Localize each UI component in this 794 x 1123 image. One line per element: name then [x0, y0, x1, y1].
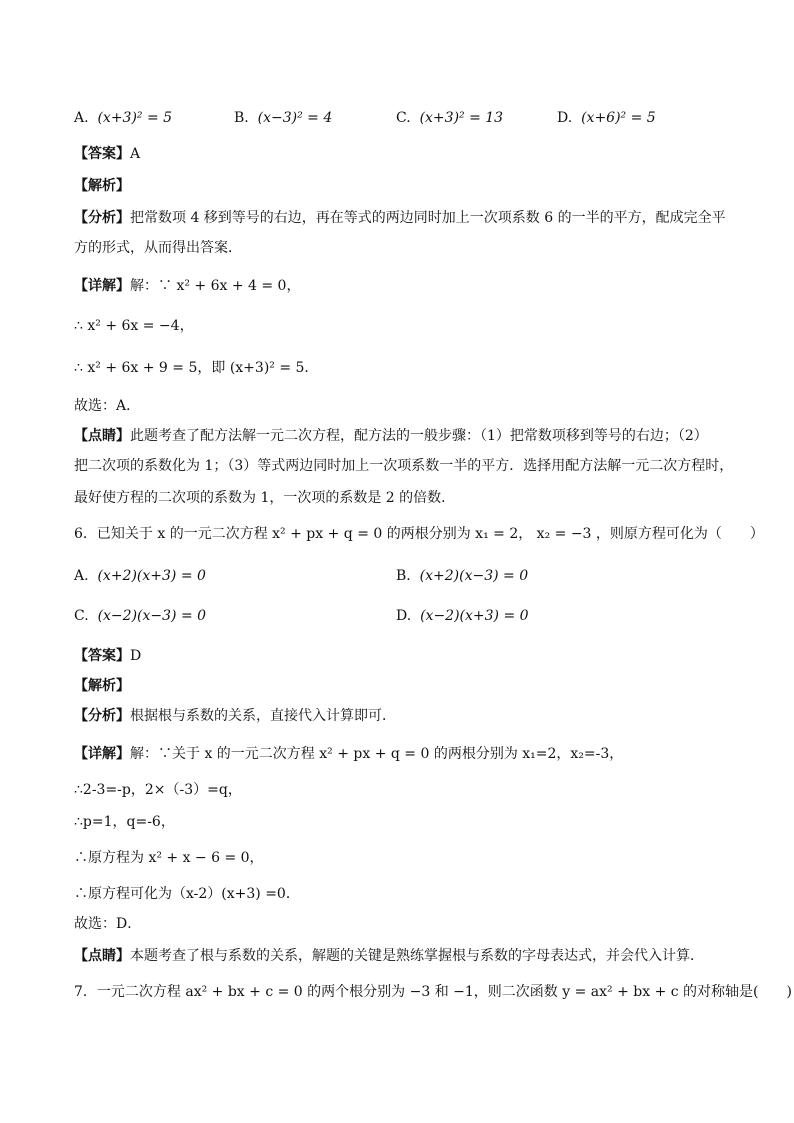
q5-xiangjie-1: 【详解】解：∵ x² + 6x + 4 = 0，: [74, 278, 301, 294]
q5-analysis-label: 【解析】: [74, 178, 130, 194]
q6-answer: 【答案】D: [74, 648, 142, 664]
q6-step-3: ∴p=1，q=-6，: [74, 814, 175, 830]
q5-answer: 【答案】A: [74, 146, 141, 162]
q5-step-2: ∴ x² + 6x = −4，: [74, 318, 194, 334]
q5-option-c: C. (x+3)² = 13: [396, 110, 504, 126]
q6-fenxi: 【分析】根据根与系数的关系，直接代入计算即可．: [74, 708, 396, 724]
q6-dianjing: 【点睛】本题考查了根与系数的关系，解题的关键是熟练掌握根与系数的字母表达式，并会代入计算．: [74, 948, 704, 964]
q5-dianjing-1: 【点睛】此题考查了配方法解一元二次方程，配方法的一般步骤：（1）把常数项移到等号的右边；（2）: [74, 428, 708, 444]
q6-choose: 故选：D．: [74, 916, 142, 932]
q5-option-b: B. (x−3)² = 4: [234, 110, 333, 126]
q7-stem: 7．一元二次方程 ax² + bx + c = 0 的两个根分别为 −3 和 −1，则二次函数 y = ax² + bx + c 的对称轴是( ): [74, 984, 792, 1000]
q6-option-c: C. (x−2)(x−3) = 0: [74, 608, 207, 624]
q5-dianjing-2: 把二次项的系数化为 1；（3）等式两边同时加上一次项系数一半的平方．选择用配方法解一元二次方程时，: [74, 458, 734, 474]
q6-stem: 6．已知关于 x 的一元二次方程 x² + px + q = 0 的两根分别为 x₁ = 2， x₂ = −3 ，则原方程可化为（ ）: [74, 526, 764, 542]
q5-option-a: A. (x+3)² = 5: [74, 110, 173, 126]
q6-option-d: D. (x−2)(x+3) = 0: [396, 608, 529, 624]
q5-choose: 故选：A．: [74, 398, 141, 414]
q5-option-d: D. (x+6)² = 5: [557, 110, 656, 126]
q6-xiangjie-1: 【详解】解：∵关于 x 的一元二次方程 x² + px + q = 0 的两根分别为 x₁=2，x₂=-3，: [74, 746, 624, 762]
q6-option-a: A. (x+2)(x+3) = 0: [74, 568, 206, 584]
q5-fenxi-1: 【分析】把常数项 4 移到等号的右边，再在等式的两边同时加上一次项系数 6 的一半的平方，配成完全平: [74, 210, 726, 226]
q6-analysis-label: 【解析】: [74, 678, 130, 694]
q5-fenxi-2: 方的形式，从而得出答案．: [74, 240, 242, 256]
q6-option-b: B. (x+2)(x−3) = 0: [396, 568, 529, 584]
q5-dianjing-3: 最好使方程的二次项的系数为 1，一次项的系数是 2 的倍数．: [74, 490, 456, 506]
q5-step-3: ∴ x² + 6x + 9 = 5，即 (x+3)² = 5．: [74, 360, 319, 376]
q6-step-5: ∴原方程可化为（x-2）(x+3) =0．: [74, 886, 300, 902]
q6-step-4: ∴原方程为 x² + x − 6 = 0，: [74, 850, 264, 866]
q6-step-2: ∴2-3=-p，2×（-3）=q，: [74, 782, 242, 798]
